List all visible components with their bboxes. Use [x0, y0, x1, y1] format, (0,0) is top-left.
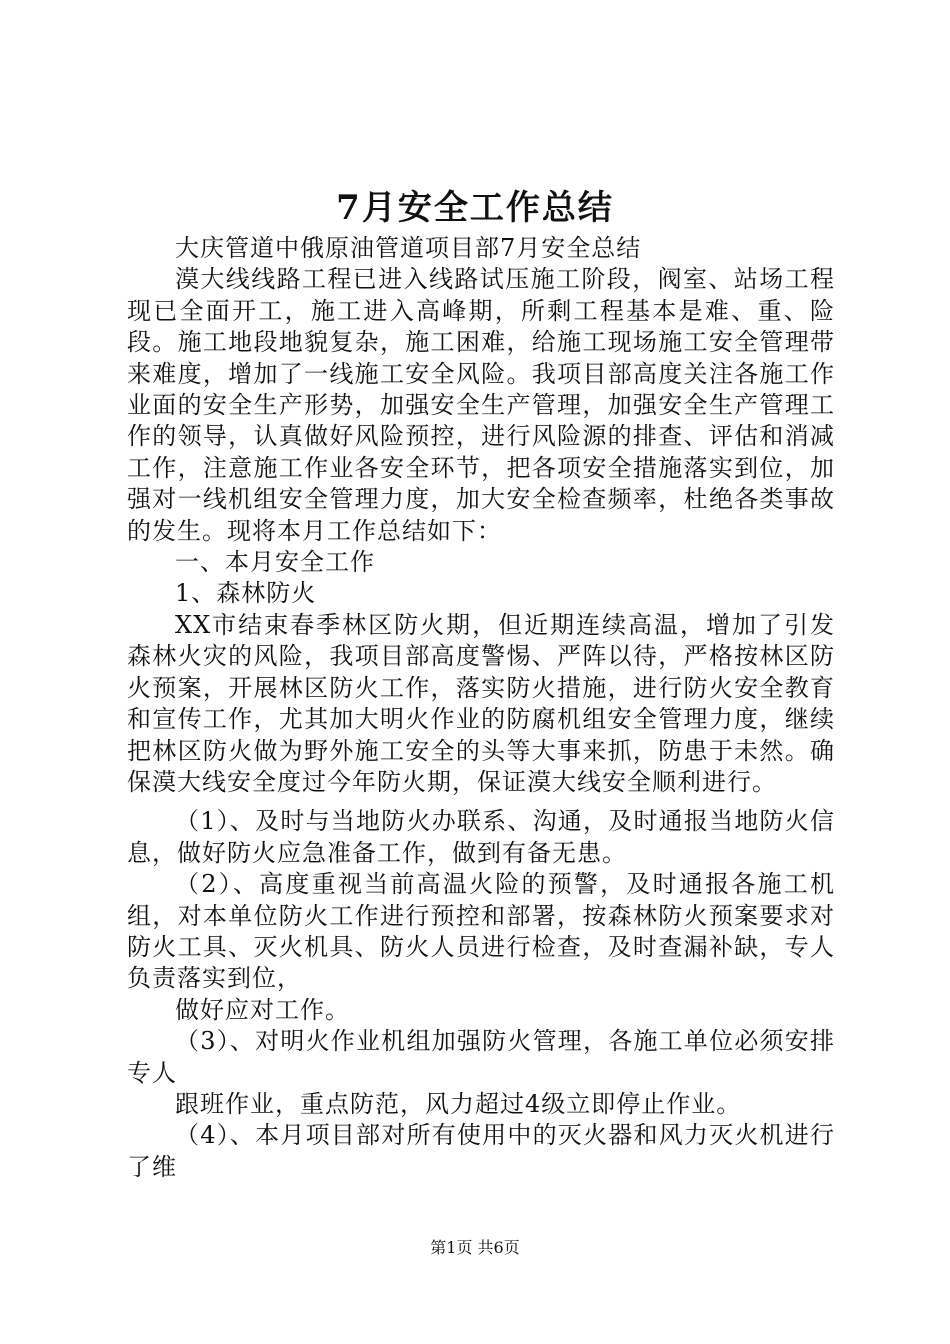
subtitle-paragraph: 大庆管道中俄原油管道项目部7月安全总结	[175, 234, 642, 262]
section-heading: 一、本月安全工作	[175, 548, 375, 577]
list-item-2-continuation: 做好应对工作。	[175, 995, 350, 1024]
subsection-heading: 1、森林防火	[175, 579, 317, 608]
page-footer: 第1页 共6页	[430, 1238, 520, 1257]
list-item-2: （2）、高度重视当前高温火险的预警，及时通报各施工机组，对本单位防火工作进行预控和部署，按森林防火预案要求对防火工具、灭火机具、防火人员进行检查，及时查漏补缺，专人负责落实到位，	[127, 870, 835, 993]
fire-prevention-paragraph: XX市结束春季林区防火期，但近期连续高温，增加了引发森林火灾的风险，我项目部高度警惕、严阵以待，严格按林区防火预案，开展林区防火工作，落实防火措施，进行防火安全教育和宣传工作，尤其加大明火作业的防腐机组安全管理力度，继续把林区防火做为野外施工安全的头等大事来抓，防患于未然。确保漠大线安全度过今年防火期，保证漠大线安全顺利进行。	[127, 610, 835, 796]
intro-paragraph: 漠大线线路工程已进入线路试压施工阶段，阀室、站场工程现已全面开工，施工进入高峰期，所剩工程基本是难、重、险段。施工地段地貌复杂，施工困难，给施工现场施工安全管理带来难度，增加了一线施工安全风险。我项目部高度关注各施工作业面的安全生产形势，加强安全生产管理，加强安全生产管理工作的领导，认真做好风险预控，进行风险源的排查、评估和消减工作，注意施工作业各安全环节，把各项安全措施落实到位，加强对一线机组安全管理力度，加大安全检查频率，杜绝各类事故的发生。现将本月工作总结如下：	[127, 265, 835, 545]
list-item-3: （3）、对明火作业机组加强防火管理，各施工单位必须安排专人	[127, 1027, 835, 1087]
list-item-4: （4）、本月项目部对所有使用中的灭火器和风力灭火机进行了维	[127, 1121, 835, 1181]
list-item-1: （1）、及时与当地防火办联系、沟通，及时通报当地防火信息，做好防火应急准备工作，做到有备无患。	[127, 807, 835, 867]
document-title: 7月安全工作总结	[336, 188, 614, 228]
document-body	[127, 233, 835, 1183]
list-item-3-continuation: 跟班作业，重点防范，风力超过4级立即停止作业。	[175, 1089, 742, 1118]
